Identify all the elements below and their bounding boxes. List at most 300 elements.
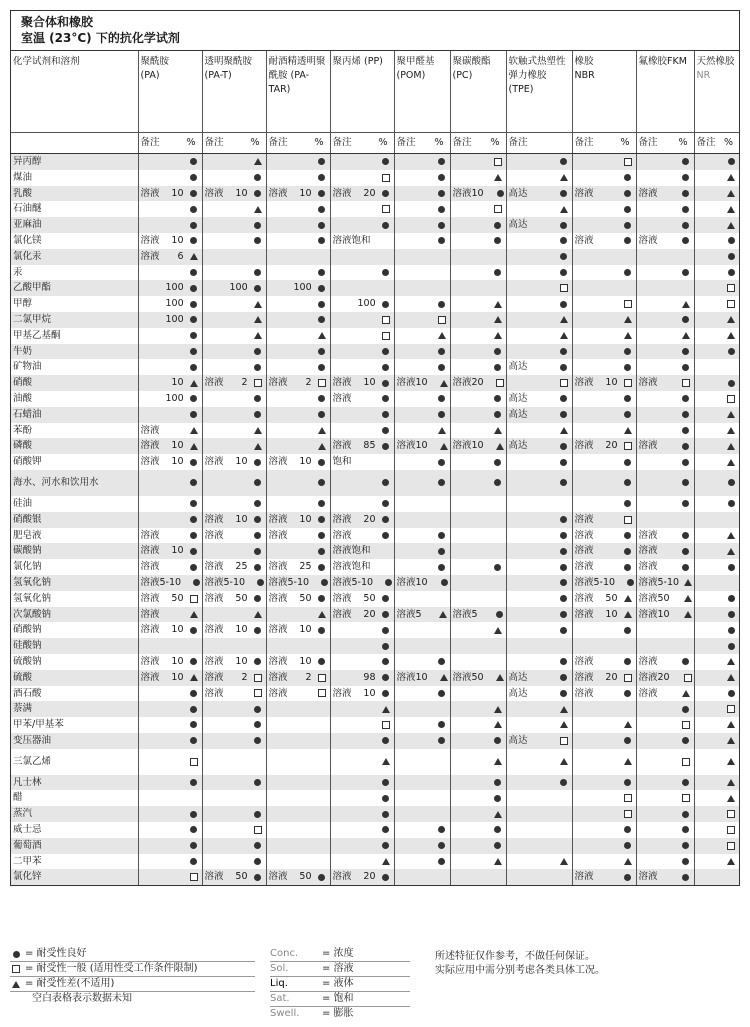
- resistance-cell: [450, 391, 506, 407]
- good-resistance-icon: [188, 348, 200, 355]
- cell-note: 溶液: [574, 513, 594, 525]
- cell-note: 溶液: [332, 513, 352, 525]
- resistance-cell: [572, 638, 636, 654]
- resistance-cell: [138, 806, 202, 822]
- resistance-cell: [266, 407, 330, 423]
- poor-resistance-icon: [725, 721, 737, 728]
- resistance-cell: [266, 454, 330, 470]
- poor-resistance-icon: [622, 611, 634, 618]
- chemical-name: 硫酸钠: [13, 655, 42, 667]
- header-material: 聚甲醛基 (POM): [394, 51, 450, 133]
- chemical-name: 蒸汽: [11, 806, 138, 822]
- resistance-cell: [694, 201, 739, 217]
- good-resistance-icon: [680, 479, 692, 486]
- chemical-name: 氯化钠: [13, 561, 42, 573]
- good-resistance-icon: [436, 395, 448, 402]
- poor-resistance-icon: [492, 758, 504, 765]
- poor-resistance-icon: [316, 443, 328, 450]
- limited-resistance-icon: [725, 300, 737, 308]
- good-resistance-icon: [558, 548, 570, 555]
- poor-resistance-icon: [492, 706, 504, 713]
- resistance-cell: [694, 701, 739, 717]
- cell-percent: 20: [605, 440, 618, 452]
- cell-note: 溶液: [332, 529, 352, 541]
- good-resistance-icon: [680, 548, 692, 555]
- resistance-cell: [506, 391, 572, 407]
- good-resistance-icon: [680, 269, 692, 276]
- resistance-cell: [450, 438, 506, 454]
- resistance-cell: [572, 559, 636, 575]
- good-resistance-icon: [380, 222, 392, 229]
- good-resistance-icon: [252, 874, 264, 881]
- cell-note: 溶液: [332, 187, 352, 199]
- cell-note: 溶液: [140, 187, 160, 199]
- good-resistance-icon: [492, 479, 504, 486]
- resistance-cell: [202, 296, 266, 312]
- resistance-cell: [450, 217, 506, 233]
- cell-percent: 10: [171, 440, 184, 452]
- good-resistance-icon: [252, 548, 264, 555]
- good-resistance-icon: [680, 174, 692, 181]
- header-material: 氟橡胶FKM: [636, 51, 694, 133]
- resistance-cell: [266, 496, 330, 512]
- cell-percent: 2: [305, 671, 312, 683]
- cell-note: 溶液: [574, 687, 594, 699]
- subheader-row: [11, 133, 739, 154]
- resistance-cell: [202, 186, 266, 202]
- resistance-cell: [636, 543, 694, 559]
- resistance-cell: [636, 749, 694, 775]
- table-row: [11, 280, 739, 296]
- poor-resistance-icon: [492, 174, 504, 181]
- resistance-cell: [636, 328, 694, 344]
- resistance-cell: [202, 869, 266, 885]
- resistance-cell: [138, 344, 202, 360]
- cell-percent: 10: [171, 671, 184, 683]
- resistance-cell: [202, 717, 266, 733]
- good-resistance-icon: [380, 158, 392, 165]
- good-resistance-icon: [188, 842, 200, 849]
- cell-percent: 10: [363, 377, 376, 389]
- resistance-cell: [636, 423, 694, 439]
- resistance-cell: [394, 749, 450, 775]
- cell-note: 溶液: [574, 529, 594, 541]
- table-row: [11, 686, 739, 702]
- good-resistance-icon: [316, 237, 328, 244]
- good-resistance-icon: [193, 579, 200, 586]
- resistance-cell: [572, 375, 636, 391]
- cell-percent: 2: [241, 377, 248, 389]
- legend-symbol-row: [10, 962, 255, 977]
- good-resistance-icon: [622, 500, 634, 507]
- resistance-cell: [694, 217, 739, 233]
- poor-resistance-icon: [558, 332, 570, 339]
- resistance-cell: [266, 869, 330, 885]
- subheader-note-percent: [394, 133, 450, 154]
- cell-percent: 100: [229, 282, 248, 294]
- resistance-cell: [138, 654, 202, 670]
- poor-resistance-icon: [10, 981, 22, 988]
- good-resistance-icon: [558, 627, 570, 634]
- good-resistance-icon: [680, 706, 692, 713]
- good-resistance-icon: [252, 364, 264, 371]
- poor-resistance-icon: [558, 706, 570, 713]
- resistance-cell: [394, 265, 450, 281]
- good-resistance-icon: [436, 222, 448, 229]
- limited-resistance-icon: [725, 842, 737, 850]
- header-material: 聚碳酸酯 (PC): [450, 51, 506, 133]
- resistance-cell: [572, 512, 636, 528]
- resistance-cell: [266, 528, 330, 544]
- good-resistance-icon: [321, 579, 328, 586]
- cell-percent: 50: [171, 592, 184, 604]
- poor-resistance-icon: [725, 737, 737, 744]
- resistance-cell: [572, 454, 636, 470]
- good-resistance-icon: [188, 411, 200, 418]
- resistance-cell: [694, 822, 739, 838]
- cell-percent: 10: [299, 655, 312, 667]
- good-resistance-icon: [380, 364, 392, 371]
- chemical-name: 硝酸钾: [13, 456, 42, 468]
- resistance-cell: [694, 575, 739, 591]
- good-resistance-icon: [316, 627, 328, 634]
- resistance-cell: [694, 438, 739, 454]
- cell-note: 溶液: [204, 561, 224, 573]
- good-resistance-icon: [680, 811, 692, 818]
- resistance-cell: [202, 359, 266, 375]
- cell-percent: 98: [363, 671, 376, 683]
- resistance-cell: [138, 822, 202, 838]
- resistance-cell: [572, 217, 636, 233]
- resistance-cell: [394, 701, 450, 717]
- resistance-cell: [506, 622, 572, 638]
- table-row: [11, 233, 739, 249]
- resistance-cell: [450, 575, 506, 591]
- resistance-cell: [572, 733, 636, 749]
- resistance-cell: [694, 391, 739, 407]
- resistance-cell: [506, 201, 572, 217]
- cell-note: 溶液: [268, 377, 288, 389]
- good-resistance-icon: [385, 579, 392, 586]
- good-resistance-icon: [497, 190, 504, 197]
- good-resistance-icon: [316, 874, 328, 881]
- resistance-cell: [138, 854, 202, 870]
- cell-note: 溶液: [574, 655, 594, 667]
- cell-note: 溶液: [574, 187, 594, 199]
- good-resistance-icon: [380, 500, 392, 507]
- resistance-cell: [636, 233, 694, 249]
- resistance-cell: [394, 280, 450, 296]
- chemical-name: 硝酸钠: [13, 624, 42, 636]
- percent-label: %: [378, 137, 388, 148]
- table-row: [11, 559, 739, 575]
- subheader-note-percent: [506, 133, 572, 154]
- resistance-cell: [138, 733, 202, 749]
- resistance-cell: [450, 423, 506, 439]
- poor-resistance-icon: [725, 443, 737, 450]
- resistance-cell: [636, 607, 694, 623]
- resistance-cell: [506, 854, 572, 870]
- poor-resistance-icon: [188, 380, 200, 387]
- cell-percent: 20: [363, 187, 376, 199]
- resistance-cell: [694, 344, 739, 360]
- percent-label: %: [620, 137, 630, 148]
- table-row: [11, 312, 739, 328]
- resistance-cell: [450, 670, 506, 686]
- resistance-cell: [636, 265, 694, 281]
- resistance-cell: [202, 670, 266, 686]
- resistance-cell: [636, 438, 694, 454]
- table-row: [11, 528, 739, 544]
- good-resistance-icon: [492, 364, 504, 371]
- limited-resistance-icon: [622, 516, 634, 524]
- resistance-cell: [330, 438, 394, 454]
- good-resistance-icon: [680, 364, 692, 371]
- limited-resistance-icon: [558, 379, 570, 387]
- good-resistance-icon: [188, 826, 200, 833]
- chemical-name: 硅油: [13, 497, 33, 509]
- resistance-cell: [636, 528, 694, 544]
- cell-note: 溶液: [204, 655, 224, 667]
- good-resistance-icon: [10, 951, 22, 958]
- good-resistance-icon: [436, 548, 448, 555]
- resistance-cell: [138, 233, 202, 249]
- good-resistance-icon: [558, 190, 570, 197]
- resistance-cell: [506, 686, 572, 702]
- resistance-cell: [394, 391, 450, 407]
- cell-note: 溶液: [638, 529, 658, 541]
- table-row: [11, 470, 739, 496]
- resistance-cell: [330, 790, 394, 806]
- good-resistance-icon: [725, 253, 737, 260]
- resistance-cell: [694, 869, 739, 885]
- poor-resistance-icon: [380, 758, 392, 765]
- good-resistance-icon: [436, 564, 448, 571]
- limited-resistance-icon: [380, 721, 392, 729]
- cell-note: 溶液: [332, 392, 352, 404]
- resistance-cell: [330, 375, 394, 391]
- resistance-cell: [506, 423, 572, 439]
- subheader-note-percent: [202, 133, 266, 154]
- resistance-cell: [394, 454, 450, 470]
- good-resistance-icon: [558, 411, 570, 418]
- good-resistance-icon: [188, 706, 200, 713]
- resistance-cell: [202, 591, 266, 607]
- resistance-cell: [694, 496, 739, 512]
- resistance-cell: [506, 838, 572, 854]
- resistance-cell: [506, 186, 572, 202]
- cell-percent: 2: [305, 377, 312, 389]
- good-resistance-icon: [380, 395, 392, 402]
- cell-note: 溶液5: [452, 608, 478, 620]
- resistance-cell: [450, 312, 506, 328]
- resistance-cell: [202, 701, 266, 717]
- poor-resistance-icon: [439, 611, 448, 618]
- poor-resistance-icon: [725, 758, 737, 765]
- resistance-cell: [266, 717, 330, 733]
- resistance-cell: [506, 638, 572, 654]
- limited-resistance-icon: [380, 316, 392, 324]
- resistance-cell: [572, 280, 636, 296]
- resistance-cell: [138, 622, 202, 638]
- good-resistance-icon: [380, 479, 392, 486]
- header-material: 天然橡胶 NR: [694, 51, 739, 133]
- resistance-cell: [266, 591, 330, 607]
- resistance-cell: [450, 154, 506, 170]
- limited-resistance-icon: [496, 379, 504, 387]
- good-resistance-icon: [188, 627, 200, 634]
- good-resistance-icon: [725, 595, 737, 602]
- poor-resistance-icon: [725, 858, 737, 865]
- resistance-cell: [330, 869, 394, 885]
- cell-percent: 10: [171, 545, 184, 557]
- good-resistance-icon: [622, 842, 634, 849]
- resistance-cell: [394, 622, 450, 638]
- chemical-name: 萘满: [11, 701, 138, 717]
- cell-note: 溶液: [204, 187, 224, 199]
- chemical-name: 次氯酸钠: [11, 607, 138, 623]
- resistance-cell: [506, 575, 572, 591]
- resistance-cell: [506, 217, 572, 233]
- resistance-cell: [572, 407, 636, 423]
- good-resistance-icon: [380, 190, 392, 197]
- good-resistance-icon: [188, 690, 200, 697]
- good-resistance-icon: [188, 158, 200, 165]
- good-resistance-icon: [252, 269, 264, 276]
- table-row: [11, 344, 739, 360]
- resistance-cell: [138, 170, 202, 186]
- abbr-meaning: = 液体: [322, 978, 354, 989]
- good-resistance-icon: [436, 737, 448, 744]
- good-resistance-icon: [380, 269, 392, 276]
- limited-resistance-icon: [725, 284, 737, 292]
- good-resistance-icon: [316, 479, 328, 486]
- cell-note: 溶液饱和: [332, 234, 371, 246]
- table-row: [11, 670, 739, 686]
- resistance-cell: [330, 328, 394, 344]
- good-resistance-icon: [316, 348, 328, 355]
- good-resistance-icon: [492, 842, 504, 849]
- chemical-name: 二氯甲烷: [11, 312, 138, 328]
- resistance-cell: [506, 822, 572, 838]
- note-label: 备注: [696, 137, 716, 148]
- poor-resistance-icon: [558, 206, 570, 213]
- good-resistance-icon: [188, 190, 200, 197]
- good-resistance-icon: [380, 643, 392, 650]
- poor-resistance-icon: [492, 427, 504, 434]
- poor-resistance-icon: [252, 301, 264, 308]
- resistance-cell: [694, 775, 739, 791]
- good-resistance-icon: [252, 627, 264, 634]
- good-resistance-icon: [188, 737, 200, 744]
- good-resistance-icon: [188, 316, 200, 323]
- table-row: [11, 838, 739, 854]
- poor-resistance-icon: [188, 443, 200, 450]
- resistance-cell: [394, 233, 450, 249]
- resistance-cell: [394, 686, 450, 702]
- resistance-cell: [694, 543, 739, 559]
- resistance-cell: [202, 733, 266, 749]
- note-label: 备注: [204, 137, 224, 148]
- chemical-name: 牛奶: [11, 344, 138, 360]
- resistance-cell: [330, 280, 394, 296]
- good-resistance-icon: [252, 658, 264, 665]
- resistance-cell: [138, 423, 202, 439]
- good-resistance-icon: [436, 721, 448, 728]
- cell-note: 溶液: [574, 561, 594, 573]
- chemical-name: 醋: [13, 792, 23, 804]
- resistance-cell: [330, 607, 394, 623]
- abbr-meaning: = 溶液: [322, 963, 354, 974]
- poor-resistance-icon: [680, 690, 692, 697]
- limited-resistance-icon: [316, 674, 328, 682]
- good-resistance-icon: [680, 427, 692, 434]
- resistance-cell: [636, 407, 694, 423]
- legend-symbol-text: 空白表格表示数据未知: [32, 993, 132, 1004]
- chemical-name: 矿物油: [13, 361, 42, 373]
- resistance-cell: [572, 686, 636, 702]
- resistance-cell: [138, 328, 202, 344]
- table-row: [11, 749, 739, 775]
- cell-note: 溶液: [140, 529, 160, 541]
- resistance-cell: [266, 854, 330, 870]
- resistance-cell: [450, 543, 506, 559]
- poor-resistance-icon: [492, 316, 504, 323]
- resistance-cell: [266, 790, 330, 806]
- resistance-cell: [450, 591, 506, 607]
- good-resistance-icon: [252, 500, 264, 507]
- limited-resistance-icon: [492, 158, 504, 166]
- chemical-name: 亚麻油: [11, 217, 138, 233]
- resistance-cell: [394, 543, 450, 559]
- good-resistance-icon: [252, 706, 264, 713]
- poor-resistance-icon: [684, 579, 692, 586]
- resistance-cell: [506, 407, 572, 423]
- cell-note: 溶液: [268, 529, 288, 541]
- resistance-cell: [330, 775, 394, 791]
- limited-resistance-icon: [622, 158, 634, 166]
- limited-resistance-icon: [188, 758, 200, 766]
- chemical-name: 硝酸银: [11, 512, 138, 528]
- cell-note: 高达: [508, 219, 528, 231]
- cell-note: 溶液: [140, 234, 160, 246]
- good-resistance-icon: [316, 301, 328, 308]
- resistance-cell: [506, 869, 572, 885]
- good-resistance-icon: [622, 479, 634, 486]
- cell-percent: 100: [165, 298, 184, 310]
- good-resistance-icon: [436, 459, 448, 466]
- disclaimer-line-1: 所述特征仅作参考，不做任何保证。: [435, 951, 595, 962]
- good-resistance-icon: [252, 842, 264, 849]
- poor-resistance-icon: [492, 858, 504, 865]
- abbr-code: Conc.: [270, 948, 299, 959]
- good-resistance-icon: [316, 222, 328, 229]
- resistance-cell: [450, 749, 506, 775]
- resistance-cell: [694, 528, 739, 544]
- resistance-cell: [506, 296, 572, 312]
- chemical-name: 凡士林: [11, 775, 138, 791]
- good-resistance-icon: [188, 858, 200, 865]
- resistance-cell: [266, 359, 330, 375]
- good-resistance-icon: [252, 237, 264, 244]
- resistance-cell: [138, 391, 202, 407]
- cell-note: 高达: [508, 440, 528, 452]
- resistance-cell: [636, 359, 694, 375]
- good-resistance-icon: [622, 627, 634, 634]
- limited-resistance-icon: [622, 300, 634, 308]
- good-resistance-icon: [680, 532, 692, 539]
- good-resistance-icon: [680, 158, 692, 165]
